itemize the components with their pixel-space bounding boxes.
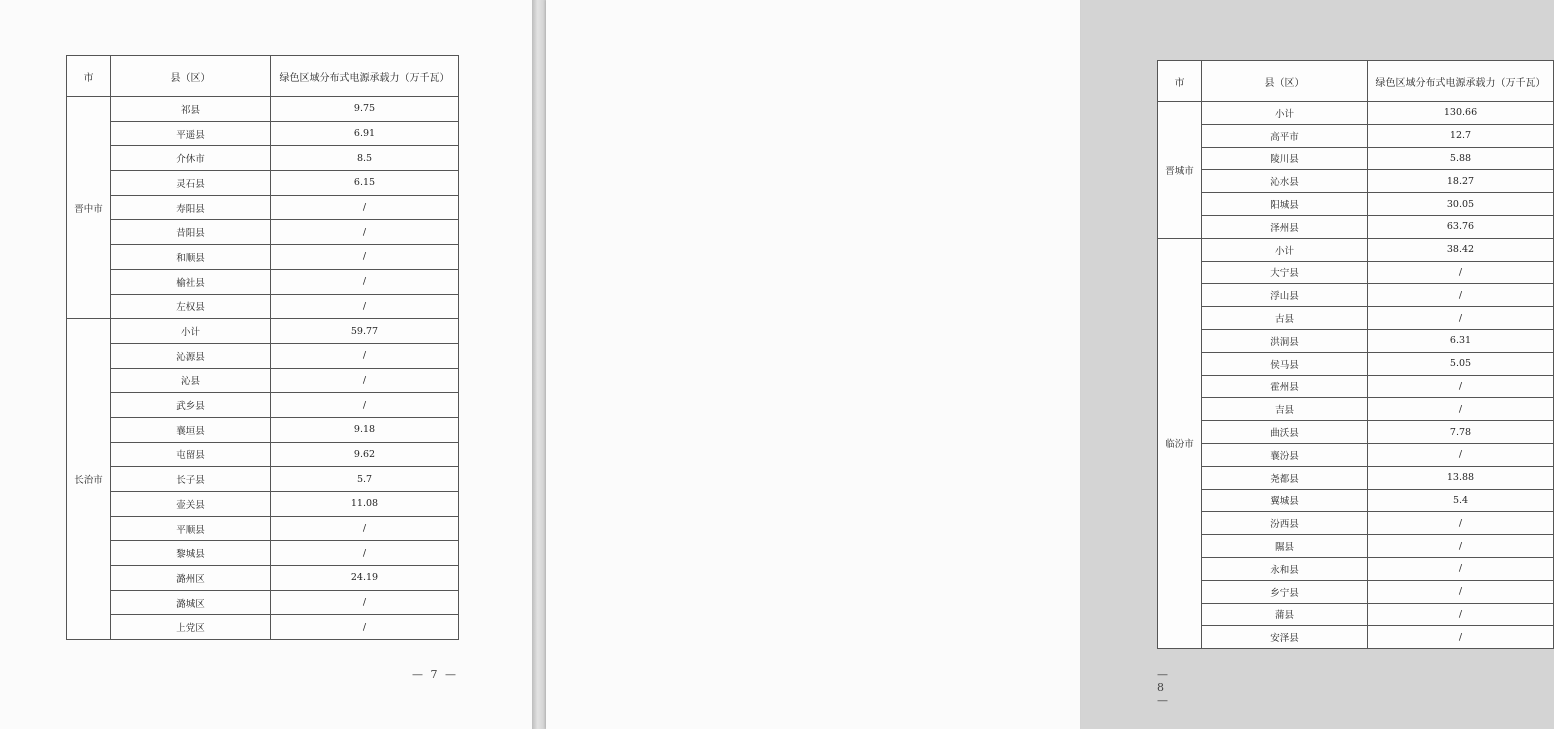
capacity-cell: 5.7 [271, 467, 459, 492]
capacity-cell: 63.76 [1368, 215, 1554, 238]
header-city: 市 [67, 56, 111, 97]
table-row [1158, 352, 1554, 375]
county-cell: 上党区 [111, 615, 271, 640]
capacity-cell: / [1368, 580, 1554, 603]
table-row [67, 467, 459, 492]
subtotal-row [1158, 102, 1554, 125]
county-cell: 和顺县 [111, 245, 271, 270]
table-row [1158, 375, 1554, 398]
table-row [1158, 535, 1554, 558]
table-row [67, 492, 459, 517]
county-cell: 祁县 [111, 97, 271, 122]
capacity-cell: / [271, 516, 459, 541]
county-cell: 灵石县 [111, 171, 271, 196]
table-row [67, 269, 459, 294]
table-row [1158, 603, 1554, 626]
county-cell: 昔阳县 [111, 220, 271, 245]
county-cell: 襄垣县 [111, 417, 271, 442]
capacity-cell: / [1368, 557, 1554, 580]
table-row [67, 417, 459, 442]
capacity-cell: / [271, 220, 459, 245]
capacity-cell: 6.31 [1368, 329, 1554, 352]
subtotal-row [67, 319, 459, 344]
capacity-cell: / [1368, 261, 1554, 284]
capacity-cell: 9.18 [271, 417, 459, 442]
county-cell: 榆社县 [111, 269, 271, 294]
capacity-cell: 18.27 [1368, 170, 1554, 193]
table-row [1158, 489, 1554, 512]
header-city: 市 [1158, 61, 1202, 102]
capacity-cell: 8.5 [271, 146, 459, 171]
capacity-cell: 6.15 [271, 171, 459, 196]
header-county: 县（区） [1202, 61, 1368, 102]
capacity-cell: / [271, 343, 459, 368]
table-row [1158, 398, 1554, 421]
city-cell: 长治市 [67, 319, 111, 640]
table-row [67, 121, 459, 146]
table-row [67, 442, 459, 467]
capacity-cell: / [1368, 512, 1554, 535]
county-cell: 陵川县 [1202, 147, 1368, 170]
table-row [67, 368, 459, 393]
table-header-row [1158, 61, 1554, 102]
table-row [67, 171, 459, 196]
capacity-cell: 13.88 [1368, 466, 1554, 489]
county-cell: 介休市 [111, 146, 271, 171]
capacity-cell: 38.42 [1368, 238, 1554, 261]
city-cell: 晋中市 [67, 97, 111, 319]
table-row [1158, 170, 1554, 193]
capacity-cell: 6.91 [271, 121, 459, 146]
table-row [67, 97, 459, 122]
county-cell: 潞城区 [111, 590, 271, 615]
county-cell: 汾西县 [1202, 512, 1368, 535]
capacity-cell: / [1368, 535, 1554, 558]
table-row [1158, 307, 1554, 330]
page-number: — 7 — [412, 668, 458, 681]
table-row [67, 195, 459, 220]
county-cell: 沁县 [111, 368, 271, 393]
county-cell: 曲沃县 [1202, 421, 1368, 444]
table-row [67, 146, 459, 171]
county-cell: 洪洞县 [1202, 329, 1368, 352]
table-row [67, 220, 459, 245]
table-row [67, 541, 459, 566]
county-cell: 潞州区 [111, 566, 271, 591]
county-cell: 大宁县 [1202, 261, 1368, 284]
county-cell: 武乡县 [111, 393, 271, 418]
county-cell: 平顺县 [111, 516, 271, 541]
city-cell: 晋城市 [1158, 102, 1202, 239]
county-cell: 隰县 [1202, 535, 1368, 558]
county-cell: 高平市 [1202, 124, 1368, 147]
table-row [1158, 329, 1554, 352]
county-cell: 泽州县 [1202, 215, 1368, 238]
capacity-cell: / [271, 245, 459, 270]
county-cell: 长子县 [111, 467, 271, 492]
page-number: — 8 — [1157, 668, 1170, 707]
right-page [546, 0, 1546, 729]
capacity-cell: / [1368, 284, 1554, 307]
capacity-cell: 130.66 [1368, 102, 1554, 125]
capacity-cell: / [271, 195, 459, 220]
county-cell: 侯马县 [1202, 352, 1368, 375]
left-page [0, 0, 532, 729]
county-cell: 吉县 [1202, 398, 1368, 421]
county-cell: 古县 [1202, 307, 1368, 330]
county-cell: 左权县 [111, 294, 271, 319]
capacity-cell: 11.08 [271, 492, 459, 517]
county-cell: 阳城县 [1202, 193, 1368, 216]
city-cell: 临汾市 [1158, 238, 1202, 648]
capacity-cell: / [1368, 307, 1554, 330]
book-gutter [532, 0, 546, 729]
county-cell: 小计 [1202, 238, 1368, 261]
county-cell: 小计 [1202, 102, 1368, 125]
capacity-cell: / [271, 393, 459, 418]
table-row [1158, 626, 1554, 649]
capacity-cell: 9.62 [271, 442, 459, 467]
county-cell: 安泽县 [1202, 626, 1368, 649]
capacity-cell: / [1368, 398, 1554, 421]
county-cell: 乡宁县 [1202, 580, 1368, 603]
table-row [1158, 193, 1554, 216]
table-row [67, 294, 459, 319]
table-row [1158, 215, 1554, 238]
county-cell: 襄汾县 [1202, 443, 1368, 466]
header-capacity: 绿色区域分布式电源承载力（万千瓦） [1368, 61, 1554, 102]
capacity-cell: / [271, 368, 459, 393]
table-row [1158, 261, 1554, 284]
capacity-table-right [1157, 60, 1554, 649]
capacity-cell: / [271, 294, 459, 319]
county-cell: 蒲县 [1202, 603, 1368, 626]
capacity-cell: 5.88 [1368, 147, 1554, 170]
table-row [67, 615, 459, 640]
capacity-cell: 12.7 [1368, 124, 1554, 147]
table-row [67, 343, 459, 368]
table-row [1158, 284, 1554, 307]
table-header-row [67, 56, 459, 97]
county-cell: 永和县 [1202, 557, 1368, 580]
capacity-cell: 5.05 [1368, 352, 1554, 375]
table-row [1158, 557, 1554, 580]
capacity-cell: 9.75 [271, 97, 459, 122]
capacity-cell: 5.4 [1368, 489, 1554, 512]
capacity-cell: / [271, 615, 459, 640]
header-county: 县（区） [111, 56, 271, 97]
capacity-cell: / [271, 541, 459, 566]
table-row [1158, 580, 1554, 603]
capacity-cell: / [271, 590, 459, 615]
table-row [67, 245, 459, 270]
table-row [1158, 466, 1554, 489]
table-row [1158, 421, 1554, 444]
county-cell: 壶关县 [111, 492, 271, 517]
header-capacity: 绿色区域分布式电源承载力（万千瓦） [271, 56, 459, 97]
county-cell: 尧都县 [1202, 466, 1368, 489]
capacity-table-left [66, 55, 459, 640]
county-cell: 沁源县 [111, 343, 271, 368]
capacity-cell: / [271, 269, 459, 294]
capacity-cell: 24.19 [271, 566, 459, 591]
subtotal-row [1158, 238, 1554, 261]
county-cell: 霍州县 [1202, 375, 1368, 398]
county-cell: 寿阳县 [111, 195, 271, 220]
county-cell: 浮山县 [1202, 284, 1368, 307]
capacity-cell: 59.77 [271, 319, 459, 344]
capacity-cell: 30.05 [1368, 193, 1554, 216]
capacity-cell: / [1368, 626, 1554, 649]
county-cell: 黎城县 [111, 541, 271, 566]
table-row [1158, 443, 1554, 466]
table-row [67, 393, 459, 418]
county-cell: 翼城县 [1202, 489, 1368, 512]
capacity-cell: / [1368, 603, 1554, 626]
table-row [67, 566, 459, 591]
table-row [1158, 124, 1554, 147]
capacity-cell: / [1368, 443, 1554, 466]
county-cell: 屯留县 [111, 442, 271, 467]
table-row [1158, 512, 1554, 535]
table-row [67, 590, 459, 615]
table-row [1158, 147, 1554, 170]
capacity-cell: / [1368, 375, 1554, 398]
table-row [67, 516, 459, 541]
county-cell: 平遥县 [111, 121, 271, 146]
capacity-cell: 7.78 [1368, 421, 1554, 444]
county-cell: 小计 [111, 319, 271, 344]
county-cell: 沁水县 [1202, 170, 1368, 193]
